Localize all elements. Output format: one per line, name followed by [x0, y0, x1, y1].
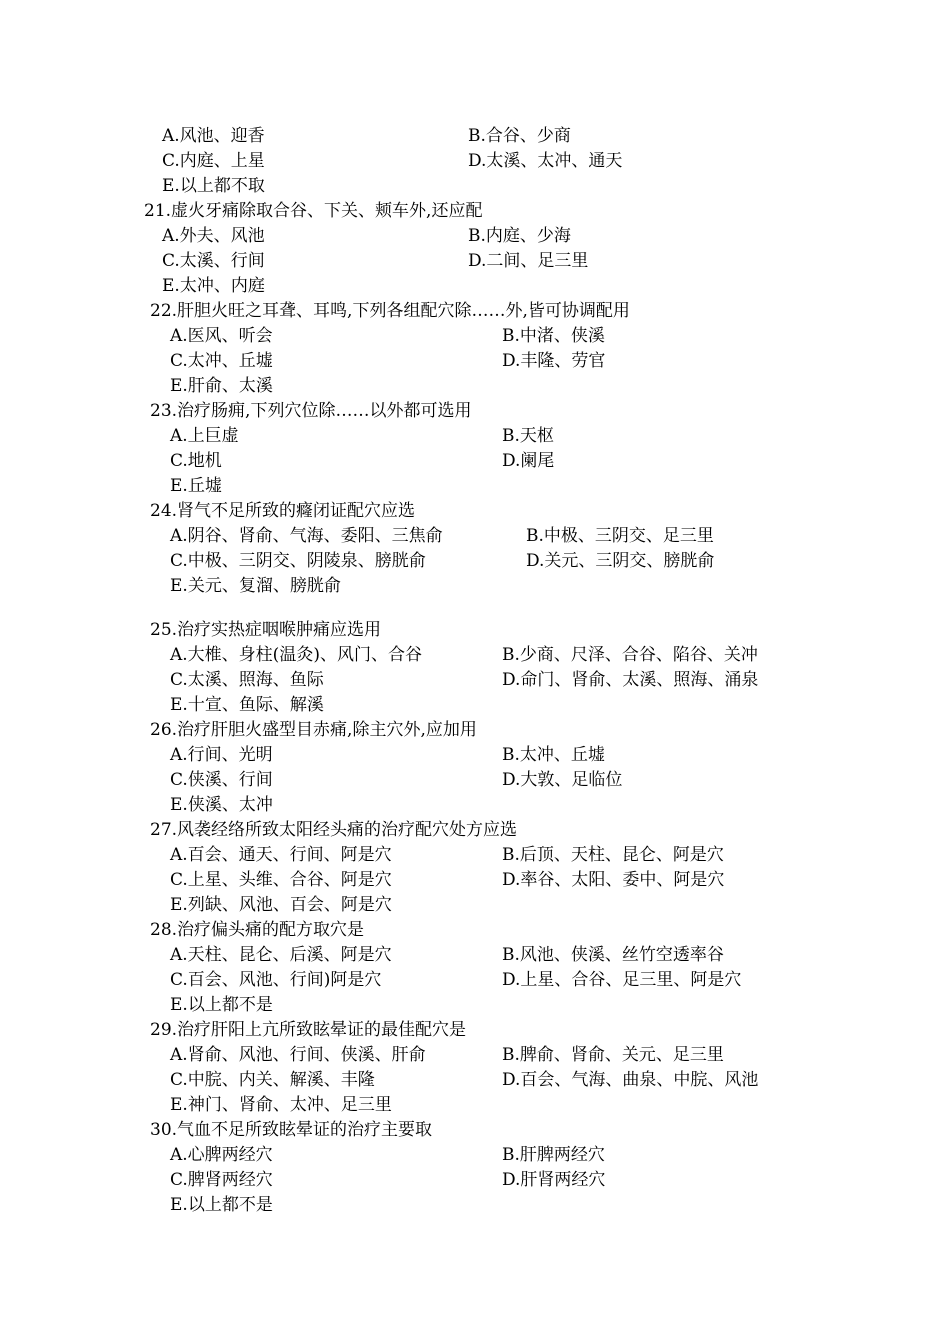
q23-option-d: D.阑尾: [502, 451, 555, 471]
q25-option-e: E.十宣、鱼际、解溪: [170, 695, 324, 715]
q23-option-b: B.天枢: [502, 426, 554, 446]
q22-option-b: B.中渚、侠溪: [502, 326, 605, 346]
q28-option-b: B.风池、侠溪、丝竹空透率谷: [502, 945, 724, 965]
q22-option-a: A.医风、听会: [170, 326, 273, 346]
q26-option-b: B.太冲、丘墟: [502, 745, 605, 765]
q29-option-b: B.脾俞、肾俞、关元、足三里: [502, 1045, 724, 1065]
q29-option-e: E.神门、肾俞、太冲、足三里: [170, 1095, 392, 1115]
q22-option-c: C.太冲、丘墟: [170, 351, 273, 371]
q27-option-e: E.列缺、风池、百会、阿是穴: [170, 895, 392, 915]
q24-option-b: B.中极、三阴交、足三里: [526, 526, 714, 546]
q21-stem: 21.虚火牙痛除取合谷、下关、颊车外,还应配: [144, 201, 483, 221]
q30-option-d: D.肝肾两经穴: [502, 1170, 606, 1190]
q24-stem: 24.肾气不足所致的癃闭证配穴应选: [150, 501, 416, 521]
q23-option-a: A.上巨虚: [170, 426, 239, 446]
q25-option-a: A.大椎、身柱(温灸)、风门、合谷: [170, 645, 422, 665]
q27-option-b: B.后顶、天柱、昆仑、阿是穴: [502, 845, 724, 865]
q22-stem: 22.肝胆火旺之耳聋、耳鸣,下列各组配穴除……外,皆可协调配用: [150, 301, 630, 321]
q30-option-b: B.肝脾两经穴: [502, 1145, 605, 1165]
q26-stem: 26.治疗肝胆火盛型目赤痛,除主穴外,应加用: [150, 720, 477, 740]
q29-option-a: A.肾俞、风池、行间、侠溪、肝俞: [170, 1045, 426, 1065]
q20-option-c: C.内庭、上星: [162, 151, 265, 171]
q29-option-d: D.百会、气海、曲泉、中脘、风池: [502, 1070, 759, 1090]
q29-option-c: C.中脘、内关、解溪、丰隆: [170, 1070, 375, 1090]
q22-option-e: E.肝俞、太溪: [170, 376, 273, 396]
q20-option-e: E.以上都不取: [162, 176, 265, 196]
q26-option-c: C.侠溪、行间: [170, 770, 273, 790]
q28-option-d: D.上星、合谷、足三里、阿是穴: [502, 970, 742, 990]
q28-option-e: E.以上都不是: [170, 995, 273, 1015]
q30-stem: 30.气血不足所致眩晕证的治疗主要取: [150, 1120, 433, 1140]
q25-option-c: C.太溪、照海、鱼际: [170, 670, 324, 690]
q21-option-d: D.二间、足三里: [468, 251, 589, 271]
q27-option-a: A.百会、通天、行间、阿是穴: [170, 845, 392, 865]
q27-option-c: C.上星、头维、合谷、阿是穴: [170, 870, 392, 890]
q20-option-a: A.风池、迎香: [162, 126, 265, 146]
q23-stem: 23.治疗肠痈,下列穴位除……以外都可选用: [150, 401, 472, 421]
q27-option-d: D.率谷、太阳、委中、阿是穴: [502, 870, 725, 890]
q29-stem: 29.治疗肝阳上亢所致眩晕证的最佳配穴是: [150, 1020, 467, 1040]
q28-option-c: C.百会、风池、行间)阿是穴: [170, 970, 382, 990]
q27-stem: 27.风袭经络所致太阳经头痛的治疗配穴处方应选: [150, 820, 518, 840]
q21-option-e: E.太冲、内庭: [162, 276, 265, 296]
q24-option-e: E.关元、复溜、膀胱俞: [170, 576, 341, 596]
q20-option-b: B.合谷、少商: [468, 126, 571, 146]
q24-option-d: D.关元、三阴交、膀胱俞: [526, 551, 715, 571]
q30-option-a: A.心脾两经穴: [170, 1145, 273, 1165]
q28-option-a: A.天柱、昆仑、后溪、阿是穴: [170, 945, 392, 965]
q22-option-d: D.丰隆、劳官: [502, 351, 606, 371]
q23-option-e: E.丘墟: [170, 476, 222, 496]
q21-option-a: A.外夫、风池: [162, 226, 265, 246]
q28-stem: 28.治疗偏头痛的配方取穴是: [150, 920, 365, 940]
q24-option-c: C.中极、三阴交、阴陵泉、膀胱俞: [170, 551, 426, 571]
q25-stem: 25.治疗实热症咽喉肿痛应选用: [150, 620, 382, 640]
q25-option-b: B.少商、尺泽、合谷、陷谷、关冲: [502, 645, 758, 665]
q26-option-e: E.侠溪、太冲: [170, 795, 273, 815]
q20-option-d: D.太溪、太冲、通天: [468, 151, 623, 171]
q26-option-a: A.行间、光明: [170, 745, 273, 765]
q21-option-c: C.太溪、行间: [162, 251, 265, 271]
q21-option-b: B.内庭、少海: [468, 226, 571, 246]
q24-option-a: A.阴谷、肾俞、气海、委阳、三焦俞: [170, 526, 443, 546]
q23-option-c: C.地机: [170, 451, 222, 471]
q30-option-c: C.脾肾两经穴: [170, 1170, 273, 1190]
q25-option-d: D.命门、肾俞、太溪、照海、涌泉: [502, 670, 759, 690]
q26-option-d: D.大敦、足临位: [502, 770, 623, 790]
q30-option-e: E.以上都不是: [170, 1195, 273, 1215]
